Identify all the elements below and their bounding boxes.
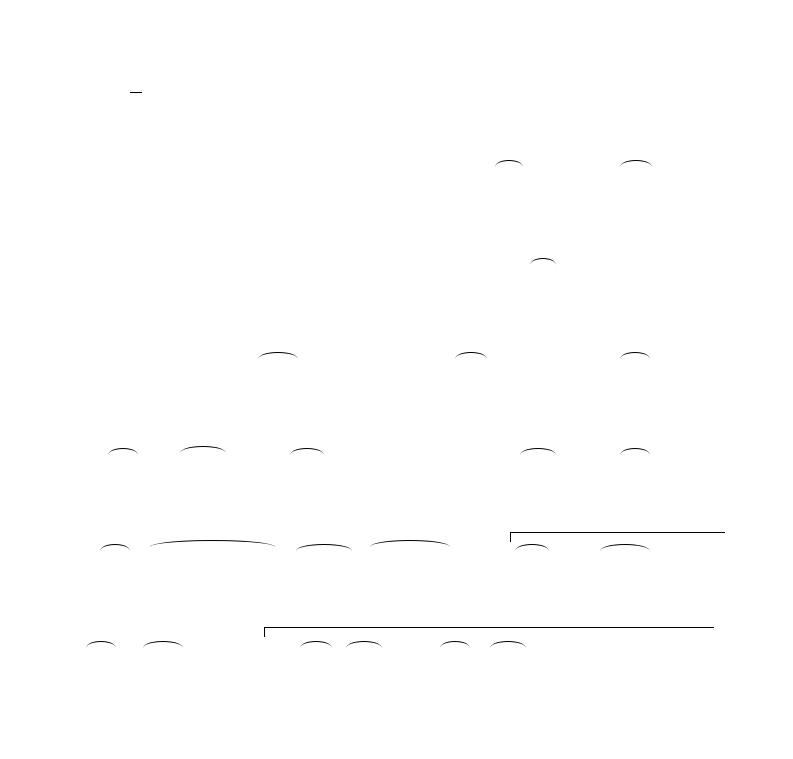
slur [258,352,298,359]
slur [86,641,116,648]
slur [600,544,650,551]
slur [300,641,332,648]
slur [490,641,526,648]
volta-bracket-2 [264,627,714,628]
time-signature [130,92,142,93]
slur [180,446,226,453]
slur [346,641,382,648]
slur [440,641,470,648]
slur [108,448,138,455]
slur [296,544,352,551]
slur [100,544,130,551]
slur [290,448,324,455]
slur [515,544,549,551]
volta-bracket-tick [510,532,511,542]
volta-bracket-1 [510,532,725,533]
slur [150,540,275,547]
slur [620,448,650,455]
slur [143,641,183,648]
slur [520,448,556,455]
slur [620,352,650,359]
slur [620,160,652,167]
slur [370,540,450,547]
volta-bracket-tick [264,627,265,637]
slur [530,258,556,265]
time-signature-bottom [130,92,142,93]
slur [455,352,487,359]
slur [495,160,523,167]
